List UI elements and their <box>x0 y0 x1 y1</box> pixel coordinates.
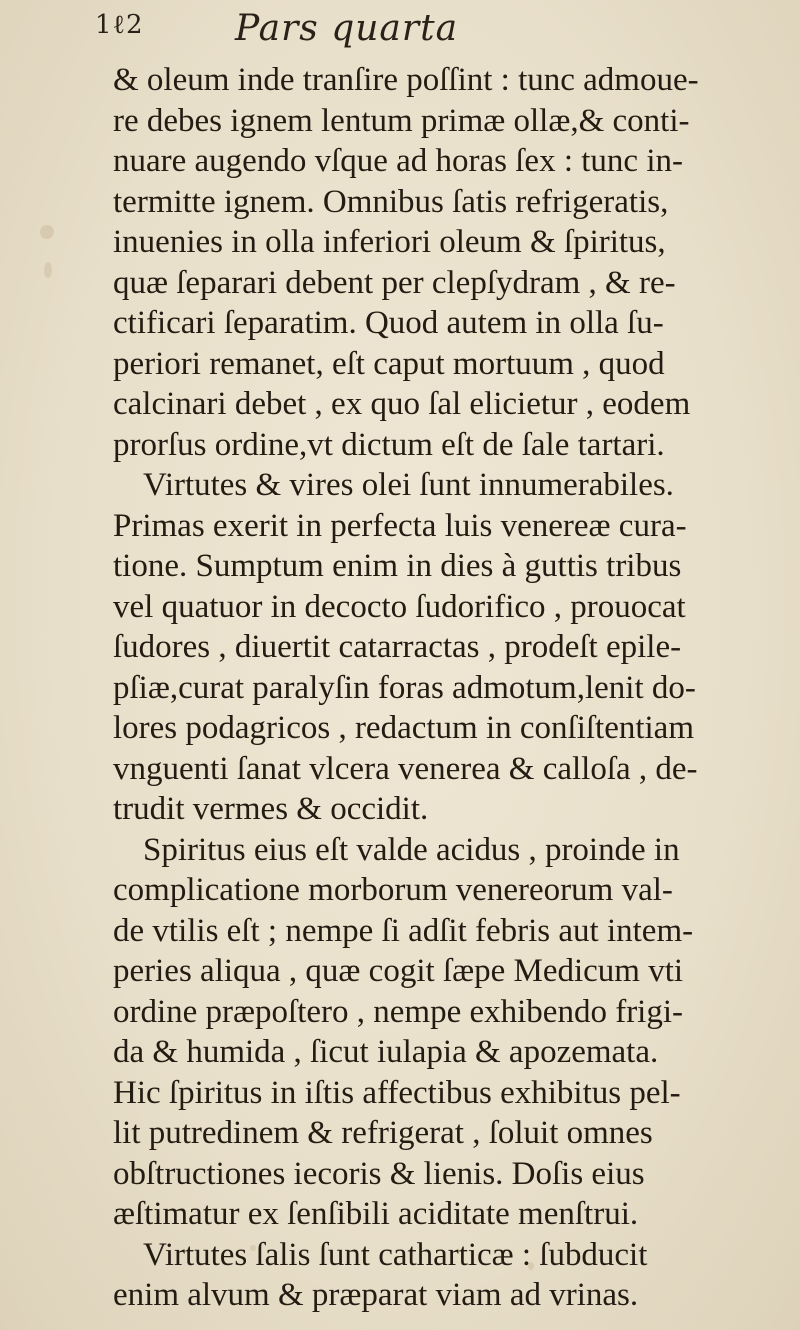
text-line: peries aliqua , quæ cogit ſæpe Medicum vti <box>113 953 684 989</box>
text-line: lit putredinem & refrigerat , ſoluit omnes <box>113 1115 653 1151</box>
text-line: enim alvum & præparat viam ad vrinas. <box>113 1277 639 1313</box>
text-line: da & humida , ſicut iulapia & apozemata. <box>113 1034 659 1070</box>
text-line: pſiæ,curat paralyſin foras admotum,lenit do- <box>113 669 696 706</box>
text-line: Spiritus eius eſt valde acidus , proinde in <box>143 831 680 868</box>
text-line: re debes ignem lentum primæ ollæ,& conti- <box>113 102 690 139</box>
text-line: Virtutes & vires olei ſunt innumerabiles. <box>143 467 674 503</box>
text-line: trudit vermes & occidit. <box>113 791 429 827</box>
text-line: æſtimatur ex ſenſibili aciditate menſtrui. <box>113 1196 639 1232</box>
body-text <box>113 60 793 1316</box>
text-line: ctificari ſeparatim. Quod autem in olla ſu- <box>113 305 664 341</box>
text-line: periori remanet, eſt caput mortuum , quod <box>113 345 665 382</box>
paper-stain <box>40 225 54 239</box>
text-line: calcinari debet , ex quo ſal elicietur , eodem <box>113 386 691 422</box>
running-head <box>95 8 715 62</box>
page-number: 1ℓ2 <box>95 10 144 40</box>
text-line: inuenies in olla inferiori oleum & ſpiritus, <box>113 224 666 260</box>
text-line: Virtutes ſalis ſunt catharticæ : ſubducit <box>143 1236 648 1273</box>
text-line: nuare augendo vſque ad horas ſex : tunc in- <box>113 143 683 179</box>
text-line: prorſus ordine,vt dictum eſt de ſale tartari. <box>113 426 665 463</box>
text-line: vnguenti ſanat vlcera venerea & calloſa , de- <box>113 750 698 787</box>
text-line: & oleum inde tranſire poſſint : tunc admoue- <box>113 62 699 98</box>
text-line: ordine præpoſtero , nempe exhibendo frigi- <box>113 993 684 1030</box>
text-line: lores podagricos , redactum in conſiſtentiam <box>113 710 694 746</box>
text-line: obſtructiones iecoris & lienis. Doſis eius <box>113 1155 645 1192</box>
text-line: Hic ſpiritus in iſtis affectibus exhibitus pel- <box>113 1074 681 1111</box>
text-line: Primas exerit in perfecta luis venereæ cura- <box>113 507 687 544</box>
text-line: tione. Sumptum enim in dies à guttis tribus <box>113 548 682 584</box>
paper-stain <box>44 262 52 278</box>
text-line: de vtilis eſt ; nempe ſi adſit febris aut intem- <box>113 912 694 949</box>
text-line: complicatione morborum venereorum val- <box>113 872 673 908</box>
text-line: vel quatuor in decocto ſudorifico , prouocat <box>113 588 686 625</box>
text-line: ſudores , diuertit catarractas , prodeſt epile- <box>113 629 682 665</box>
text-line: termitte ignem. Omnibus ſatis refrigeratis, <box>113 183 669 220</box>
text-line: quæ ſeparari debent per clepſydram , & re- <box>113 264 676 301</box>
page-title: Pars quarta <box>235 8 459 49</box>
